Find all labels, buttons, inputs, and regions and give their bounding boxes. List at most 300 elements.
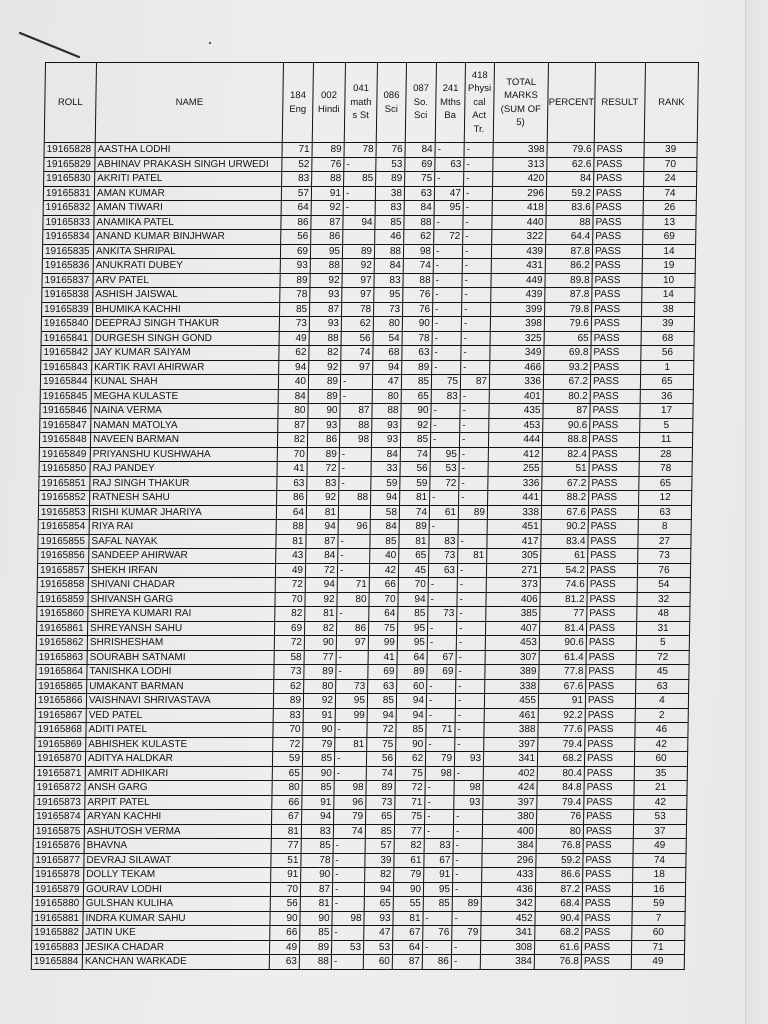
total-marks-cell: 455 [485, 694, 539, 709]
roll-cell: 19165871 [35, 767, 86, 782]
hindi-002-cell: 89 [300, 941, 332, 956]
rank-cell: 19 [643, 259, 696, 274]
eng-184-cell: 89 [274, 694, 304, 709]
physical-act-418-cell: 89 [453, 897, 482, 912]
maths-st-041-cell: - [335, 767, 367, 782]
maths-st-041-cell: 85 [344, 172, 376, 187]
eng-184-cell: 73 [274, 665, 304, 680]
percent-cell: 77.6 [538, 723, 585, 738]
name-cell: ANUKRATI DUBEY [94, 259, 281, 274]
mths-ba-241-cell: - [435, 143, 464, 158]
physical-act-418-cell: - [452, 955, 481, 970]
hindi-002-cell: 93 [310, 317, 342, 332]
name-cell: DEEPRAJ SINGH THAKUR [93, 317, 280, 332]
table-row [39, 462, 692, 477]
rank-cell: 49 [632, 955, 685, 970]
physical-act-418-cell: - [454, 810, 483, 825]
result-cell: PASS [592, 317, 642, 332]
result-cell: PASS [593, 259, 643, 274]
result-cell: PASS [588, 578, 638, 593]
maths-st-041-cell: - [334, 839, 366, 854]
roll-cell: 19165879 [33, 883, 84, 898]
maths-st-041-cell [339, 506, 371, 521]
hindi-002-cell: 87 [310, 303, 342, 318]
hindi-002-cell: 94 [306, 578, 338, 593]
eng-184-cell: 51 [271, 854, 301, 869]
result-cell: PASS [586, 680, 636, 695]
header-total-marks: TOTAL MARKS (SUM OF 5) [494, 63, 549, 143]
result-cell: PASS [590, 419, 640, 434]
so-sci-087-cell: 87 [393, 955, 423, 970]
percent-cell: 80 [537, 825, 584, 840]
table-row [34, 781, 687, 796]
roll-cell: 19165877 [33, 854, 84, 869]
eng-184-cell: 82 [275, 607, 305, 622]
percent-cell: 77.8 [539, 665, 586, 680]
so-sci-087-cell: 89 [402, 361, 432, 376]
result-cell: PASS [594, 201, 644, 216]
so-sci-087-cell: 98 [404, 245, 434, 260]
mths-ba-241-cell: - [423, 912, 452, 927]
percent-cell: 79.4 [538, 738, 585, 753]
maths-st-041-cell: 97 [337, 636, 369, 651]
physical-act-418-cell [459, 520, 488, 535]
header-maths-st-041: 041 math s St [345, 63, 378, 143]
result-cell: PASS [594, 172, 644, 187]
roll-cell: 19165868 [35, 723, 86, 738]
so-sci-087-cell: 82 [395, 839, 425, 854]
hindi-002-cell: 90 [305, 636, 337, 651]
hindi-002-cell: 85 [302, 839, 334, 854]
hindi-002-cell: 90 [303, 767, 335, 782]
mths-ba-241-cell: 47 [435, 187, 464, 202]
mths-ba-241-cell: - [434, 259, 463, 274]
rank-cell: 36 [641, 390, 694, 405]
name-cell: GOURAV LODHI [84, 883, 271, 898]
eng-184-cell: 69 [275, 622, 305, 637]
maths-st-041-cell: - [344, 201, 376, 216]
maths-st-041-cell: 80 [337, 593, 369, 608]
total-marks-cell: 406 [486, 593, 540, 608]
sci-086-cell: 84 [375, 259, 404, 274]
percent-cell: 76.8 [537, 839, 584, 854]
so-sci-087-cell: 81 [400, 491, 430, 506]
table-row [36, 680, 689, 695]
so-sci-087-cell: 89 [400, 520, 430, 535]
hindi-002-cell: 93 [308, 419, 340, 434]
roll-cell: 19165850 [39, 462, 90, 477]
roll-cell: 19165857 [38, 564, 89, 579]
physical-act-418-cell: - [453, 868, 482, 883]
total-marks-cell: 397 [484, 738, 538, 753]
maths-st-041-cell: 56 [342, 332, 374, 347]
percent-cell: 80.4 [538, 767, 585, 782]
mths-ba-241-cell: - [433, 317, 462, 332]
eng-184-cell: 66 [272, 796, 302, 811]
total-marks-cell: 322 [492, 230, 546, 245]
eng-184-cell: 62 [274, 680, 304, 695]
physical-act-418-cell: - [456, 709, 485, 724]
eng-184-cell: 57 [282, 187, 312, 202]
roll-cell: 19165855 [38, 535, 89, 550]
sci-086-cell: 89 [366, 781, 395, 796]
name-cell: SOURABH SATNAMI [88, 651, 275, 666]
mths-ba-241-cell: - [431, 419, 460, 434]
physical-act-418-cell: - [460, 404, 489, 419]
result-cell: PASS [582, 912, 632, 927]
sci-086-cell: 65 [366, 810, 395, 825]
roll-cell: 19165880 [33, 897, 84, 912]
mths-ba-241-cell: 75 [432, 375, 461, 390]
table-row [39, 506, 692, 521]
percent-cell: 93.2 [544, 361, 591, 376]
sci-086-cell: 41 [369, 651, 398, 666]
so-sci-087-cell: 74 [400, 506, 430, 521]
maths-st-041-cell: - [341, 375, 373, 390]
sci-086-cell: 74 [367, 767, 396, 782]
name-cell: TANISHKA LODHI [87, 665, 274, 680]
total-marks-cell: 449 [491, 274, 545, 289]
maths-st-041-cell: 98 [334, 781, 366, 796]
total-marks-cell: 398 [493, 143, 547, 158]
table-row [41, 361, 694, 376]
percent-cell: 61.4 [540, 651, 587, 666]
table-row [36, 709, 689, 724]
total-marks-cell: 271 [487, 564, 541, 579]
eng-184-cell: 70 [278, 448, 308, 463]
maths-st-041-cell: 89 [343, 245, 375, 260]
name-cell: ASHUTOSH VERMA [85, 825, 272, 840]
maths-st-041-cell: 97 [342, 288, 374, 303]
result-cell: PASS [585, 723, 635, 738]
maths-st-041-cell: - [341, 390, 373, 405]
result-cell: PASS [584, 781, 634, 796]
so-sci-087-cell: 88 [404, 216, 434, 231]
so-sci-087-cell: 71 [395, 796, 425, 811]
so-sci-087-cell: 81 [399, 535, 429, 550]
mths-ba-241-cell: - [434, 245, 463, 260]
so-sci-087-cell: 85 [396, 723, 426, 738]
sci-086-cell: 94 [365, 883, 394, 898]
sci-086-cell: 84 [372, 448, 401, 463]
name-cell: DURGESH SINGH GOND [93, 332, 280, 347]
rank-cell: 45 [636, 665, 689, 680]
result-cell: PASS [588, 549, 638, 564]
total-marks-cell: 398 [491, 317, 545, 332]
rank-cell: 2 [636, 709, 689, 724]
roll-cell: 19165849 [40, 448, 91, 463]
percent-cell: 84.8 [537, 781, 584, 796]
maths-st-041-cell: - [338, 549, 370, 564]
mths-ba-241-cell: 95 [424, 883, 453, 898]
percent-cell: 87 [543, 404, 590, 419]
physical-act-418-cell: - [462, 274, 491, 289]
pen-stroke-mark [0, 0, 230, 60]
total-marks-cell: 296 [482, 854, 536, 869]
result-cell: PASS [585, 767, 635, 782]
percent-cell: 67.2 [542, 477, 589, 492]
header-name: NAME [96, 63, 284, 143]
percent-cell: 91 [539, 694, 586, 709]
rank-cell: 72 [637, 651, 690, 666]
mths-ba-241-cell: 86 [423, 955, 452, 970]
table-row [36, 665, 689, 680]
mths-ba-241-cell: - [430, 491, 459, 506]
so-sci-087-cell: 85 [401, 433, 431, 448]
so-sci-087-cell: 55 [394, 897, 424, 912]
percent-cell: 67.6 [539, 680, 586, 695]
result-cell: PASS [587, 607, 637, 622]
hindi-002-cell: 87 [311, 216, 343, 231]
roll-cell: 19165874 [34, 810, 85, 825]
physical-act-418-cell: 93 [455, 752, 484, 767]
roll-cell: 19165861 [37, 622, 88, 637]
percent-cell: 87.2 [536, 883, 583, 898]
maths-st-041-cell: - [340, 448, 372, 463]
rank-cell: 14 [643, 245, 696, 260]
eng-184-cell: 94 [279, 361, 309, 376]
mths-ba-241-cell: - [426, 738, 455, 753]
sci-086-cell: 93 [372, 433, 401, 448]
rank-cell: 28 [640, 448, 693, 463]
maths-st-041-cell: - [333, 883, 365, 898]
sci-086-cell: 56 [367, 752, 396, 767]
hindi-002-cell: 92 [305, 593, 337, 608]
rank-cell: 24 [644, 172, 697, 187]
sci-086-cell: 60 [364, 955, 393, 970]
total-marks-cell: 461 [485, 709, 539, 724]
total-marks-cell: 342 [482, 897, 536, 912]
eng-184-cell: 85 [280, 303, 310, 318]
result-cell: PASS [587, 622, 637, 637]
maths-st-041-cell: - [332, 926, 364, 941]
physical-act-418-cell: - [462, 332, 491, 347]
table-row [44, 201, 697, 216]
name-cell: KANCHAN WARKADE [83, 955, 270, 970]
result-cell: PASS [587, 636, 637, 651]
name-cell: ARV PATEL [93, 274, 280, 289]
so-sci-087-cell: 92 [401, 419, 431, 434]
eng-184-cell: 65 [273, 767, 303, 782]
physical-act-418-cell: - [463, 259, 492, 274]
roll-cell: 19165839 [42, 303, 93, 318]
table-row [34, 825, 687, 840]
rank-cell: 71 [632, 941, 685, 956]
sci-086-cell: 80 [373, 390, 402, 405]
table-row [40, 433, 693, 448]
so-sci-087-cell: 64 [398, 651, 428, 666]
table-row [33, 883, 686, 898]
table-row [34, 810, 687, 825]
result-cell: PASS [584, 825, 634, 840]
sci-086-cell: 72 [367, 723, 396, 738]
hindi-002-cell: 84 [306, 549, 338, 564]
result-cell: PASS [591, 361, 641, 376]
mths-ba-241-cell: 63 [435, 158, 464, 173]
eng-184-cell: 70 [271, 883, 301, 898]
roll-cell: 19165842 [41, 346, 92, 361]
roll-cell: 19165847 [40, 419, 91, 434]
physical-act-418-cell: - [464, 172, 493, 187]
rank-cell: 54 [638, 578, 691, 593]
mths-ba-241-cell: - [433, 288, 462, 303]
mths-ba-241-cell: - [425, 796, 454, 811]
roll-cell: 19165836 [43, 259, 94, 274]
percent-cell: 68.2 [538, 752, 585, 767]
mths-ba-241-cell: 79 [426, 752, 455, 767]
hindi-002-cell: 82 [309, 346, 341, 361]
percent-cell: 65 [545, 332, 592, 347]
name-cell: NAINA VERMA [91, 404, 278, 419]
rank-cell: 68 [642, 332, 695, 347]
total-marks-cell: 341 [484, 752, 538, 767]
eng-184-cell: 56 [271, 897, 301, 912]
physical-act-418-cell: - [462, 288, 491, 303]
hindi-002-cell: 92 [312, 201, 344, 216]
table-row [44, 143, 697, 158]
sci-086-cell: 89 [376, 172, 405, 187]
hindi-002-cell: 86 [308, 433, 340, 448]
result-cell: PASS [592, 303, 642, 318]
mths-ba-241-cell: 98 [426, 767, 455, 782]
table-row [37, 651, 690, 666]
physical-act-418-cell: - [464, 158, 493, 173]
maths-st-041-cell: 98 [340, 433, 372, 448]
name-cell: ADITYA HALDKAR [86, 752, 273, 767]
physical-act-418-cell: - [464, 143, 493, 158]
mths-ba-241-cell: - [425, 810, 454, 825]
roll-cell: 19165869 [35, 738, 86, 753]
table-row [39, 520, 692, 535]
sci-086-cell: 47 [373, 375, 402, 390]
percent-cell: 61.6 [535, 941, 582, 956]
rank-cell: 38 [642, 303, 695, 318]
eng-184-cell: 64 [277, 506, 307, 521]
percent-cell: 76.8 [535, 955, 582, 970]
sci-086-cell: 93 [364, 912, 393, 927]
maths-st-041-cell: - [337, 607, 369, 622]
physical-act-418-cell: - [463, 245, 492, 260]
so-sci-087-cell: 74 [404, 259, 434, 274]
hindi-002-cell: 81 [307, 506, 339, 521]
result-cell: PASS [585, 752, 635, 767]
physical-act-418-cell: - [462, 317, 491, 332]
roll-cell: 19165883 [32, 941, 83, 956]
rank-cell: 49 [634, 839, 687, 854]
total-marks-cell: 407 [486, 622, 540, 637]
physical-act-418-cell: - [461, 390, 490, 405]
mths-ba-241-cell: 95 [431, 448, 460, 463]
maths-st-041-cell: - [333, 897, 365, 912]
name-cell: SHIVANSH GARG [88, 593, 275, 608]
result-cell: PASS [583, 854, 633, 869]
physical-act-418-cell: - [452, 912, 481, 927]
maths-st-041-cell: - [333, 868, 365, 883]
maths-st-041-cell: 94 [343, 216, 375, 231]
physical-act-418-cell: - [464, 201, 493, 216]
result-cell: PASS [593, 216, 643, 231]
eng-184-cell: 41 [277, 462, 307, 477]
hindi-002-cell: 89 [309, 390, 341, 405]
roll-cell: 19165835 [43, 245, 94, 260]
rank-cell: 60 [635, 752, 688, 767]
rank-cell: 31 [637, 622, 690, 637]
sci-086-cell: 58 [371, 506, 400, 521]
name-cell: MEGHA KULASTE [92, 390, 279, 405]
hindi-002-cell: 90 [300, 912, 332, 927]
maths-st-041-cell: 62 [342, 317, 374, 332]
total-marks-cell: 373 [487, 578, 541, 593]
physical-act-418-cell: - [457, 593, 486, 608]
sci-086-cell: 33 [371, 462, 400, 477]
name-cell: ANAMIKA PATEL [94, 216, 281, 231]
header-so-sci-087: 087 So. Sci [406, 63, 437, 143]
eng-184-cell: 81 [272, 825, 302, 840]
hindi-002-cell: 89 [304, 665, 336, 680]
total-marks-cell: 399 [491, 303, 545, 318]
name-cell: AMAN TIWARI [95, 201, 282, 216]
name-cell: ANSH GARG [85, 781, 272, 796]
rank-cell: 39 [644, 143, 697, 158]
roll-cell: 19165873 [34, 796, 85, 811]
header-result: RESULT [595, 63, 646, 143]
name-cell: AASTHA LODHI [95, 143, 282, 158]
hindi-002-cell: 91 [304, 709, 336, 724]
hindi-002-cell: 94 [307, 520, 339, 535]
sci-086-cell: 68 [373, 346, 402, 361]
roll-cell: 19165875 [34, 825, 85, 840]
so-sci-087-cell: 70 [399, 578, 429, 593]
rank-cell: 14 [642, 288, 695, 303]
hindi-002-cell: 85 [303, 752, 335, 767]
so-sci-087-cell: 79 [394, 868, 424, 883]
mths-ba-241-cell: 71 [426, 723, 455, 738]
percent-cell: 51 [542, 462, 589, 477]
mths-ba-241-cell: 61 [430, 506, 459, 521]
result-cell: PASS [583, 897, 633, 912]
eng-184-cell: 83 [274, 709, 304, 724]
so-sci-087-cell: 78 [403, 332, 433, 347]
total-marks-cell: 451 [488, 520, 542, 535]
maths-st-041-cell: 79 [334, 810, 366, 825]
physical-act-418-cell: - [461, 346, 490, 361]
maths-st-041-cell: 71 [338, 578, 370, 593]
eng-184-cell: 80 [278, 404, 308, 419]
maths-st-041-cell: 78 [342, 303, 374, 318]
table-row [36, 694, 689, 709]
rank-cell: 69 [643, 230, 696, 245]
percent-cell: 87.8 [546, 245, 593, 260]
roll-cell: 19165859 [37, 593, 88, 608]
maths-st-041-cell: 92 [343, 259, 375, 274]
name-cell: DOLLY TEKAM [84, 868, 271, 883]
physical-act-418-cell: - [457, 622, 486, 637]
mths-ba-241-cell: - [425, 781, 454, 796]
so-sci-087-cell: 76 [403, 303, 433, 318]
table-row [32, 926, 685, 941]
hindi-002-cell: 90 [308, 404, 340, 419]
sci-086-cell: 82 [365, 868, 394, 883]
hindi-002-cell: 79 [303, 738, 335, 753]
name-cell: JAY KUMAR SAIYAM [92, 346, 279, 361]
result-cell: PASS [589, 462, 639, 477]
table-body [32, 143, 698, 970]
total-marks-cell: 435 [489, 404, 543, 419]
rank-cell: 26 [644, 201, 697, 216]
result-cell: PASS [594, 143, 644, 158]
name-cell: SHREYA KUMARI RAI [88, 607, 275, 622]
physical-act-418-cell: 79 [452, 926, 481, 941]
